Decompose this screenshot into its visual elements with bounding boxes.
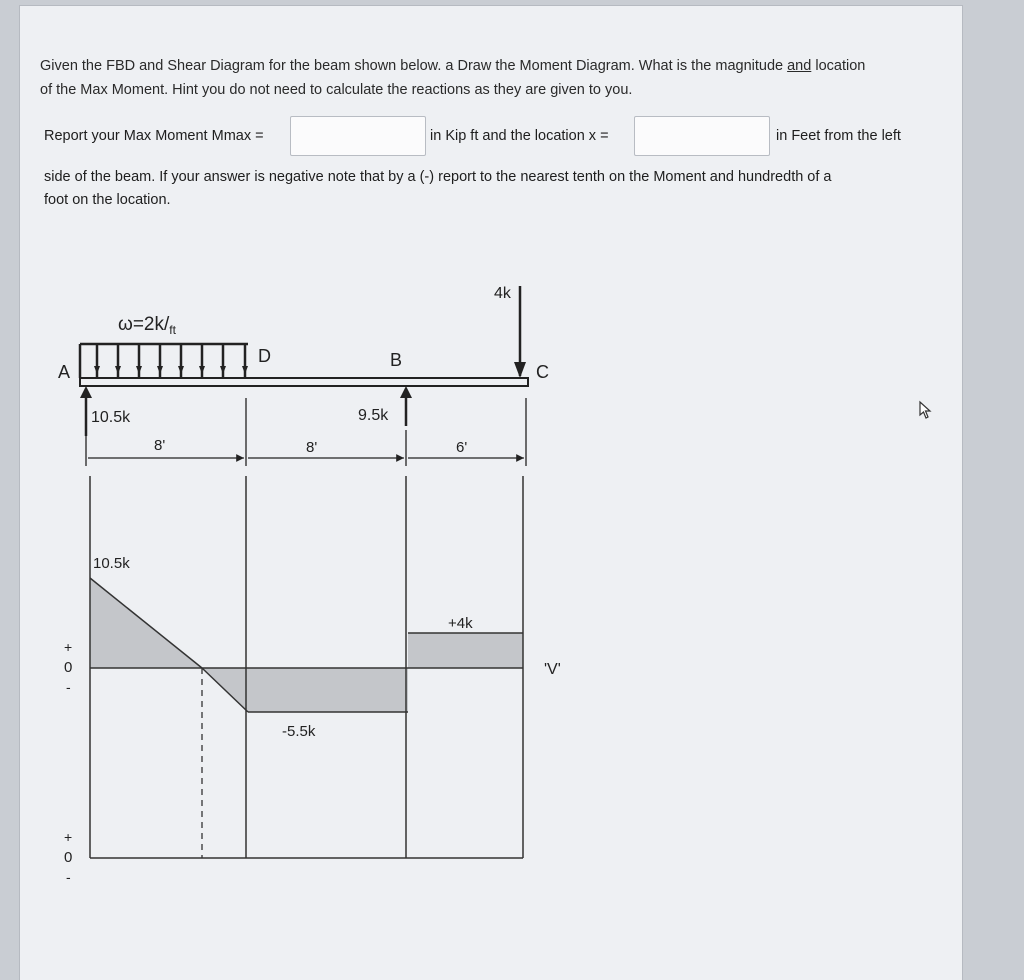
shear-positive-region-bc (408, 633, 523, 668)
point-load-label: 4k (494, 285, 511, 302)
question-and-underlined: and (787, 58, 812, 74)
span-label-1: 8' (154, 437, 166, 454)
moment-sign-plus: + (64, 829, 73, 845)
question-line2: of the Max Moment. Hint you do not need to calculate the reactions as they are given to you. (40, 82, 633, 98)
shear-value-max: 10.5k (93, 555, 130, 572)
shear-sign-zero: 0 (64, 659, 73, 676)
shear-sign-plus: + (64, 639, 73, 655)
mouse-pointer-icon (918, 400, 934, 420)
question-line1-pre: Given the FBD and Shear Diagram for the beam shown below. a Draw the Moment Diagram. What is the magnitude (40, 58, 788, 74)
units-label: in Kip ft and the location x = (430, 128, 609, 144)
label-a: A (58, 362, 71, 382)
moment-sign-minus: - (66, 869, 71, 885)
moment-sign-zero: 0 (64, 849, 73, 866)
feet-label: in Feet from the left (776, 128, 901, 144)
reaction-b-label: 9.5k (358, 407, 389, 424)
shear-value-min: -5.5k (282, 723, 316, 740)
label-c: C (536, 362, 549, 382)
span-label-3: 6' (456, 439, 468, 456)
shear-negative-region (202, 668, 408, 712)
shear-sign-minus: - (66, 679, 71, 695)
load-label: $\omega=2k/_{ft}$ (118, 314, 176, 337)
shear-axis-label: 'V' (544, 661, 561, 678)
label-d: D (258, 346, 271, 366)
shear-diagram (90, 476, 523, 858)
mmax-label: Report your Max Moment Mmax = (44, 128, 264, 144)
reaction-a-label: 10.5k (91, 409, 131, 426)
instructions-line1: side of the beam. If your answer is negative note that by a (-) report to the nearest tenth on the Moment and hundredth of a (44, 169, 832, 185)
label-b: B (390, 350, 403, 370)
beam (80, 378, 528, 386)
shear-value-bc: +4k (448, 615, 473, 632)
span-label-2: 8' (306, 439, 318, 456)
instructions-line2: foot on the location. (44, 192, 171, 208)
question-line1-post: location (811, 58, 866, 74)
